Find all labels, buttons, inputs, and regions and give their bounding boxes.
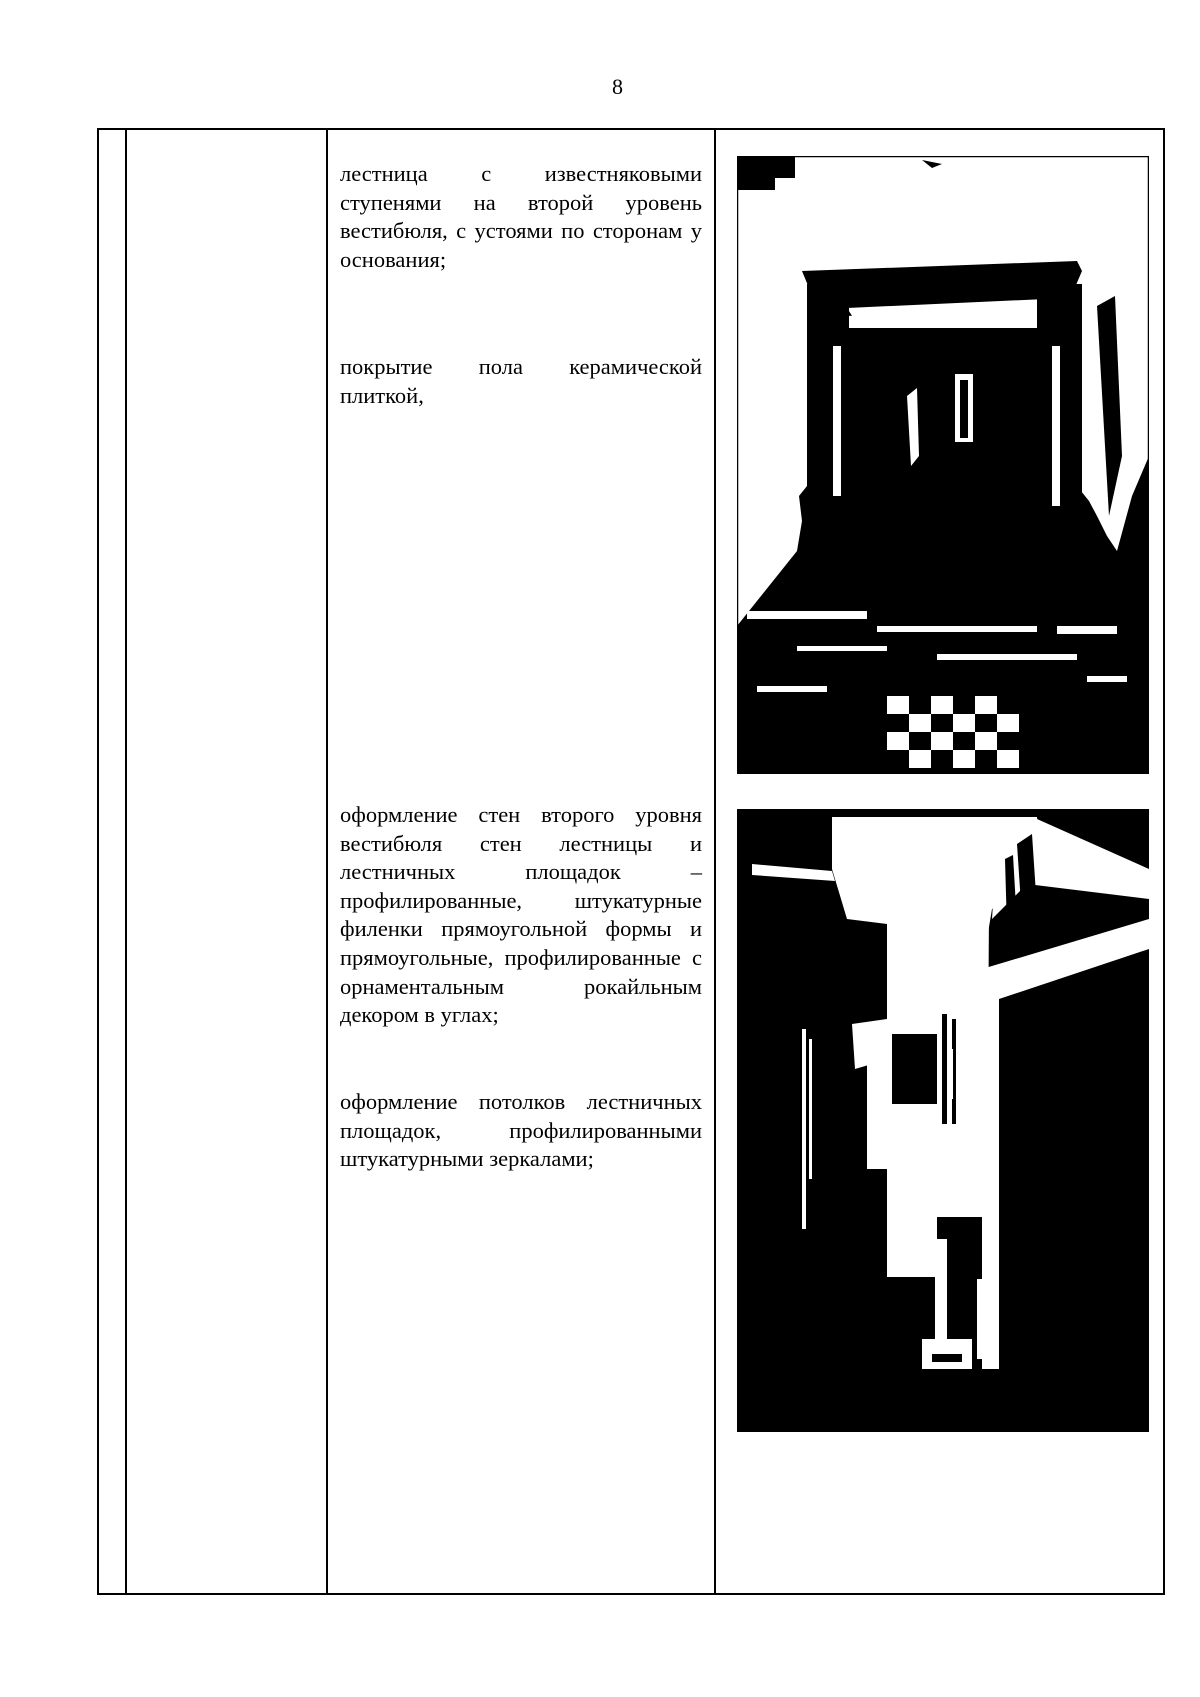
description-floor: покрытие пола керамической плиткой,	[340, 354, 702, 408]
table-top-border	[97, 128, 1165, 130]
document-table	[97, 128, 1165, 1595]
table-left-border	[97, 128, 99, 1595]
page-number: 8	[612, 74, 623, 99]
column-divider-3	[714, 128, 716, 1595]
stair-landing-wall-panels-photo	[737, 809, 1149, 1432]
description-stair: лестница с известняковыми ступенями на второй уровень вестибюля, с устоями по сторонам у основания;	[340, 161, 702, 272]
stair-landing-wall-panels-image	[737, 809, 1149, 1432]
column-divider-1	[125, 128, 127, 1595]
description-walls: оформление стен второго уровня вестибюля стен лестницы и лестничных площадок – профилированные, штукатурные филенки прямоугольной формы и прямоугольные, профилированные с орнаментальным рокайльным декором в углах;	[340, 802, 702, 1028]
description-ceilings: оформление потолков лестничных площадок, профилированными штукатурными зеркалами;	[340, 1089, 702, 1172]
table-right-border	[1163, 128, 1165, 1595]
column-divider-2	[326, 128, 328, 1595]
vestibule-stair-doorway-image	[737, 156, 1149, 774]
vestibule-stair-doorway-photo	[737, 156, 1149, 774]
table-bottom-border	[97, 1593, 1165, 1595]
